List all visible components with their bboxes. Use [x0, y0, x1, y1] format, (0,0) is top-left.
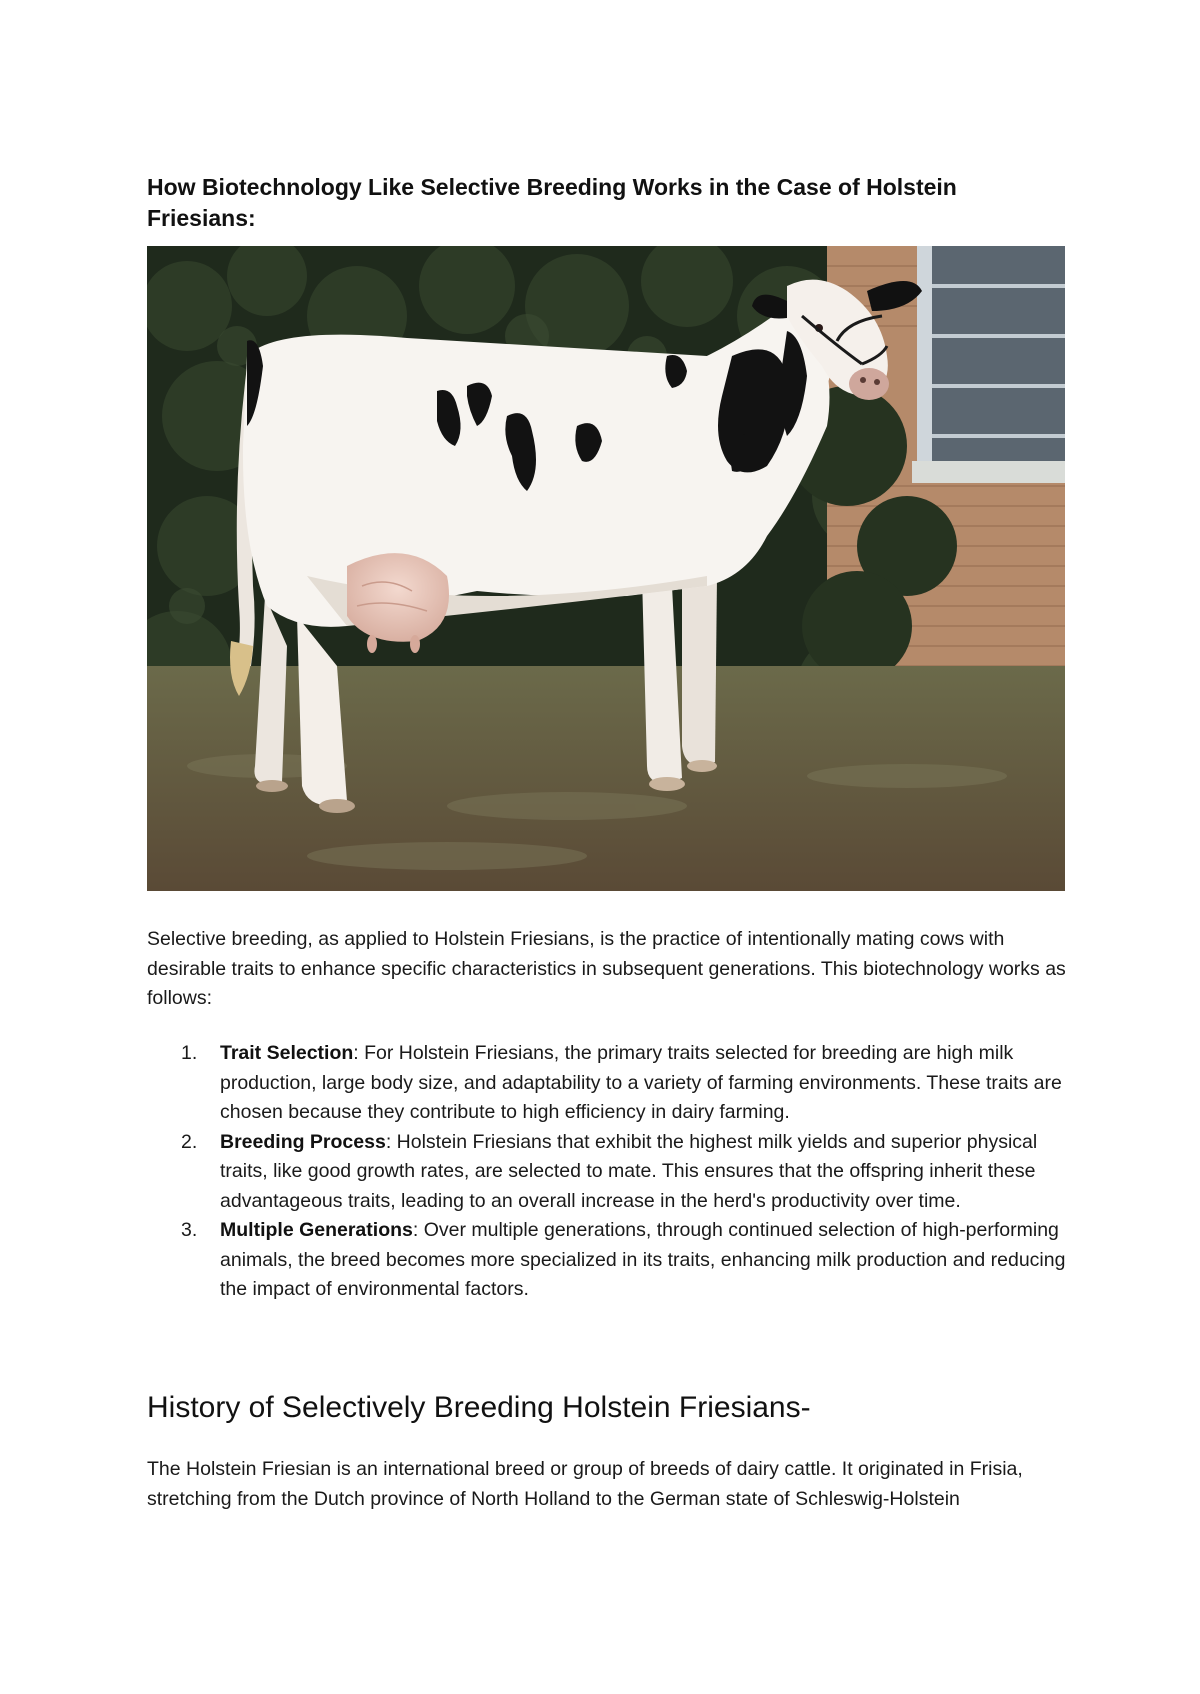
- list-number: 1.: [181, 1042, 198, 1064]
- step-text: : For Holstein Friesians, the primary traits selected for breeding are high milk production, large body size, and adaptability to a variety of farming environments. These traits are chosen because they contribute to high efficiency in dairy farming.: [220, 1042, 1062, 1123]
- step-term: Breeding Process: [220, 1130, 386, 1153]
- history-heading: History of Selectively Breeding Holstein Friesians-: [147, 1391, 811, 1424]
- step-text: : Over multiple generations, through continued selection of high-performing animals, the breed becomes more specialized in its traits, enhancing milk production and reducing the impact of environmental factors.: [220, 1219, 1066, 1300]
- step-term: Multiple Generations: [220, 1219, 413, 1241]
- list-number: 3.: [181, 1219, 198, 1241]
- list-item: [147, 1216, 1067, 1305]
- history-paragraph: The Holstein Friesian is an international breed or group of breeds of dairy cattle. It originated in Frisia, stretching from the Dutch province of North Holland to the German state of Schleswig-Holstein: [147, 1458, 1023, 1510]
- list-number: 2.: [181, 1130, 198, 1153]
- document-title: How Biotechnology Like Selective Breeding Works in the Case of Holstein Friesians:: [147, 174, 957, 231]
- steps-list: [147, 1039, 1067, 1305]
- intro-paragraph: Selective breeding, as applied to Holstein Friesians, is the practice of intentionally mating cows with desirable traits to enhance specific characteristics in subsequent generations. This biotechnology works as follows:: [147, 928, 1066, 1009]
- step-text: : Holstein Friesians that exhibit the highest milk yields and superior physical traits, like good growth rates, are selected to mate. This ensures that the offspring inherit these advantageous traits, leading to an overall increase in the herd's productivity over time.: [220, 1130, 1038, 1212]
- holstein-cow-photo: [147, 246, 1065, 891]
- list-item: [147, 1128, 1067, 1217]
- list-item: [147, 1039, 1067, 1128]
- step-term: Trait Selection: [220, 1042, 354, 1064]
